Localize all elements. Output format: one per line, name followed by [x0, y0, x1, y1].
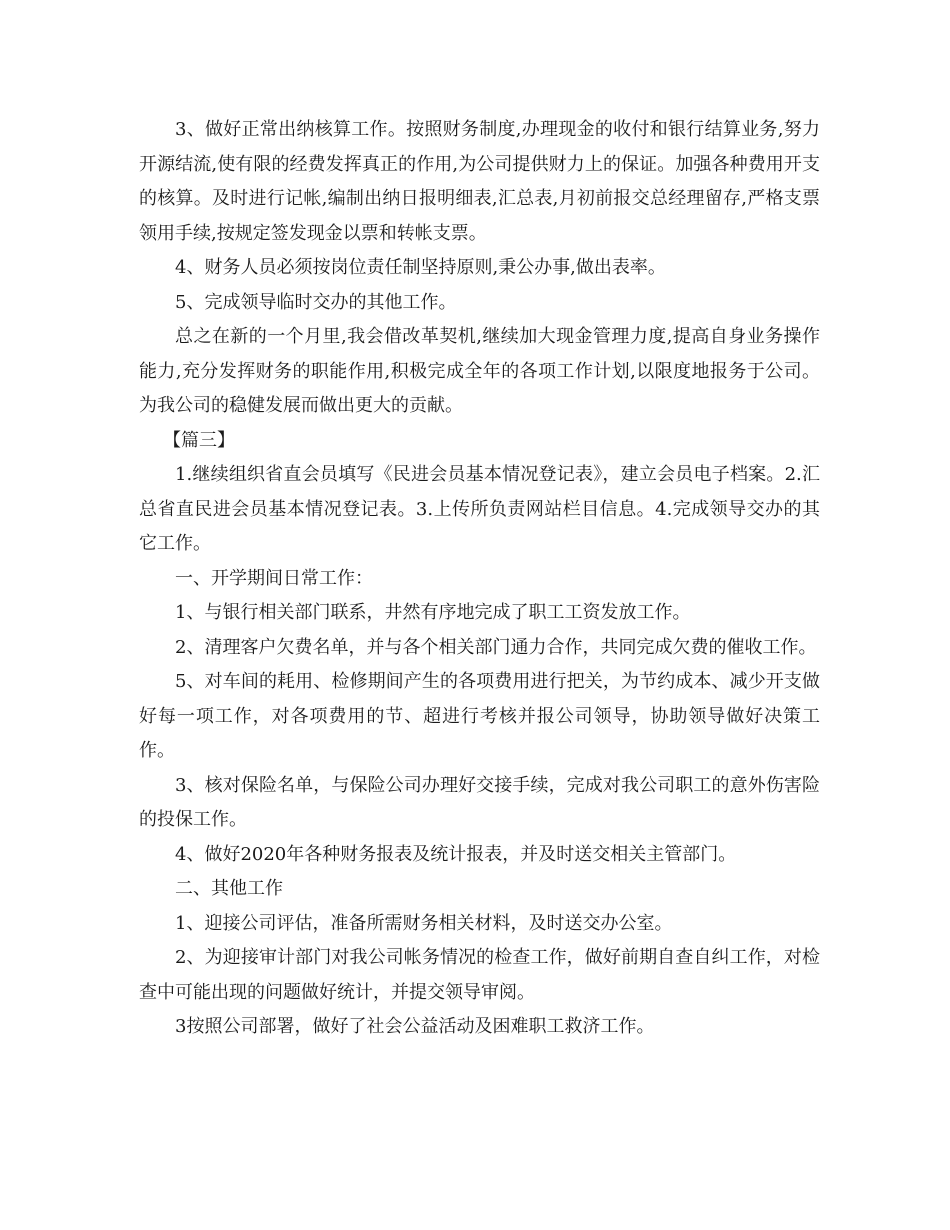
paragraph-member-registration: 1.继续组织省直会员填写《民进会员基本情况登记表》，建立会员电子档案。2.汇总省直民进会员基本情况登记表。3.上传所负责网站栏目信息。4.完成领导交办的其它工作。	[139, 464, 820, 554]
list-item-company-evaluation: 1、迎接公司评估，准备所需财务相关材料，及时送交办公室。	[175, 912, 673, 934]
list-item-salary-payment: 1、与银行相关部门联系，井然有序地完成了职工工资发放工作。	[175, 602, 691, 623]
paragraph-summary: 总之在新的一个月里,我会借改革契机,继续加大现金管理力度,提高自身业务操作能力,充分发挥财务的职能作用,积极完成全年的各项工作计划,以限度地报务于公司。为我公司的稳健发展而做出更大的贡献。	[139, 326, 820, 416]
subheading-other-work: 二、其他工作	[175, 878, 283, 899]
section-heading-part-three: 【篇三】	[163, 429, 235, 451]
list-item-audit-preparation: 2、为迎接审计部门对我公司帐务情况的检查工作，做好前期自查自纠工作，对检查中可能出现的问题做好统计，并提交领导审阅。	[139, 947, 820, 1003]
paragraph-cashier-accounting: 3、做好正常出纳核算工作。按照财务制度,办理现金的收付和银行结算业务,努力开源结流,使有限的经费发挥真正的作用,为公司提供财力上的保证。加强各种费用开支的核算。及时进行记帐,编制出纳日报明细表,汇总表,月初前报交总经理留存,严格支票领用手续,按规定签发现金以票和转帐支票。	[139, 119, 820, 244]
list-item-financial-reports: 4、做好2020年各种财务报表及统计报表，并及时送交相关主管部门。	[175, 843, 737, 865]
paragraph-staff-principles: 4、财务人员必须按岗位责任制坚持原则,秉公办事,做出表率。	[175, 257, 666, 278]
list-item-cost-control: 5、对车间的耗用、检修期间产生的各项费用进行把关，为节约成本、减少开支做好每一项工作，对各项费用的节、超进行考核并报公司领导，协助领导做好决策工作。	[139, 671, 820, 761]
list-item-public-welfare: 3按照公司部署，做好了社会公益活动及困难职工救济工作。	[175, 1016, 655, 1037]
list-item-arrears-collection: 2、清理客户欠费名单，并与各个相关部门通力合作，共同完成欠费的催收工作。	[175, 636, 817, 658]
list-item-insurance: 3、核对保险名单，与保险公司办理好交接手续，完成对我公司职工的意外伤害险的投保工作。	[139, 774, 820, 830]
paragraph-temporary-tasks: 5、完成领导临时交办的其他工作。	[175, 291, 457, 313]
subheading-daily-work: 一、开学期间日常工作：	[175, 567, 373, 589]
